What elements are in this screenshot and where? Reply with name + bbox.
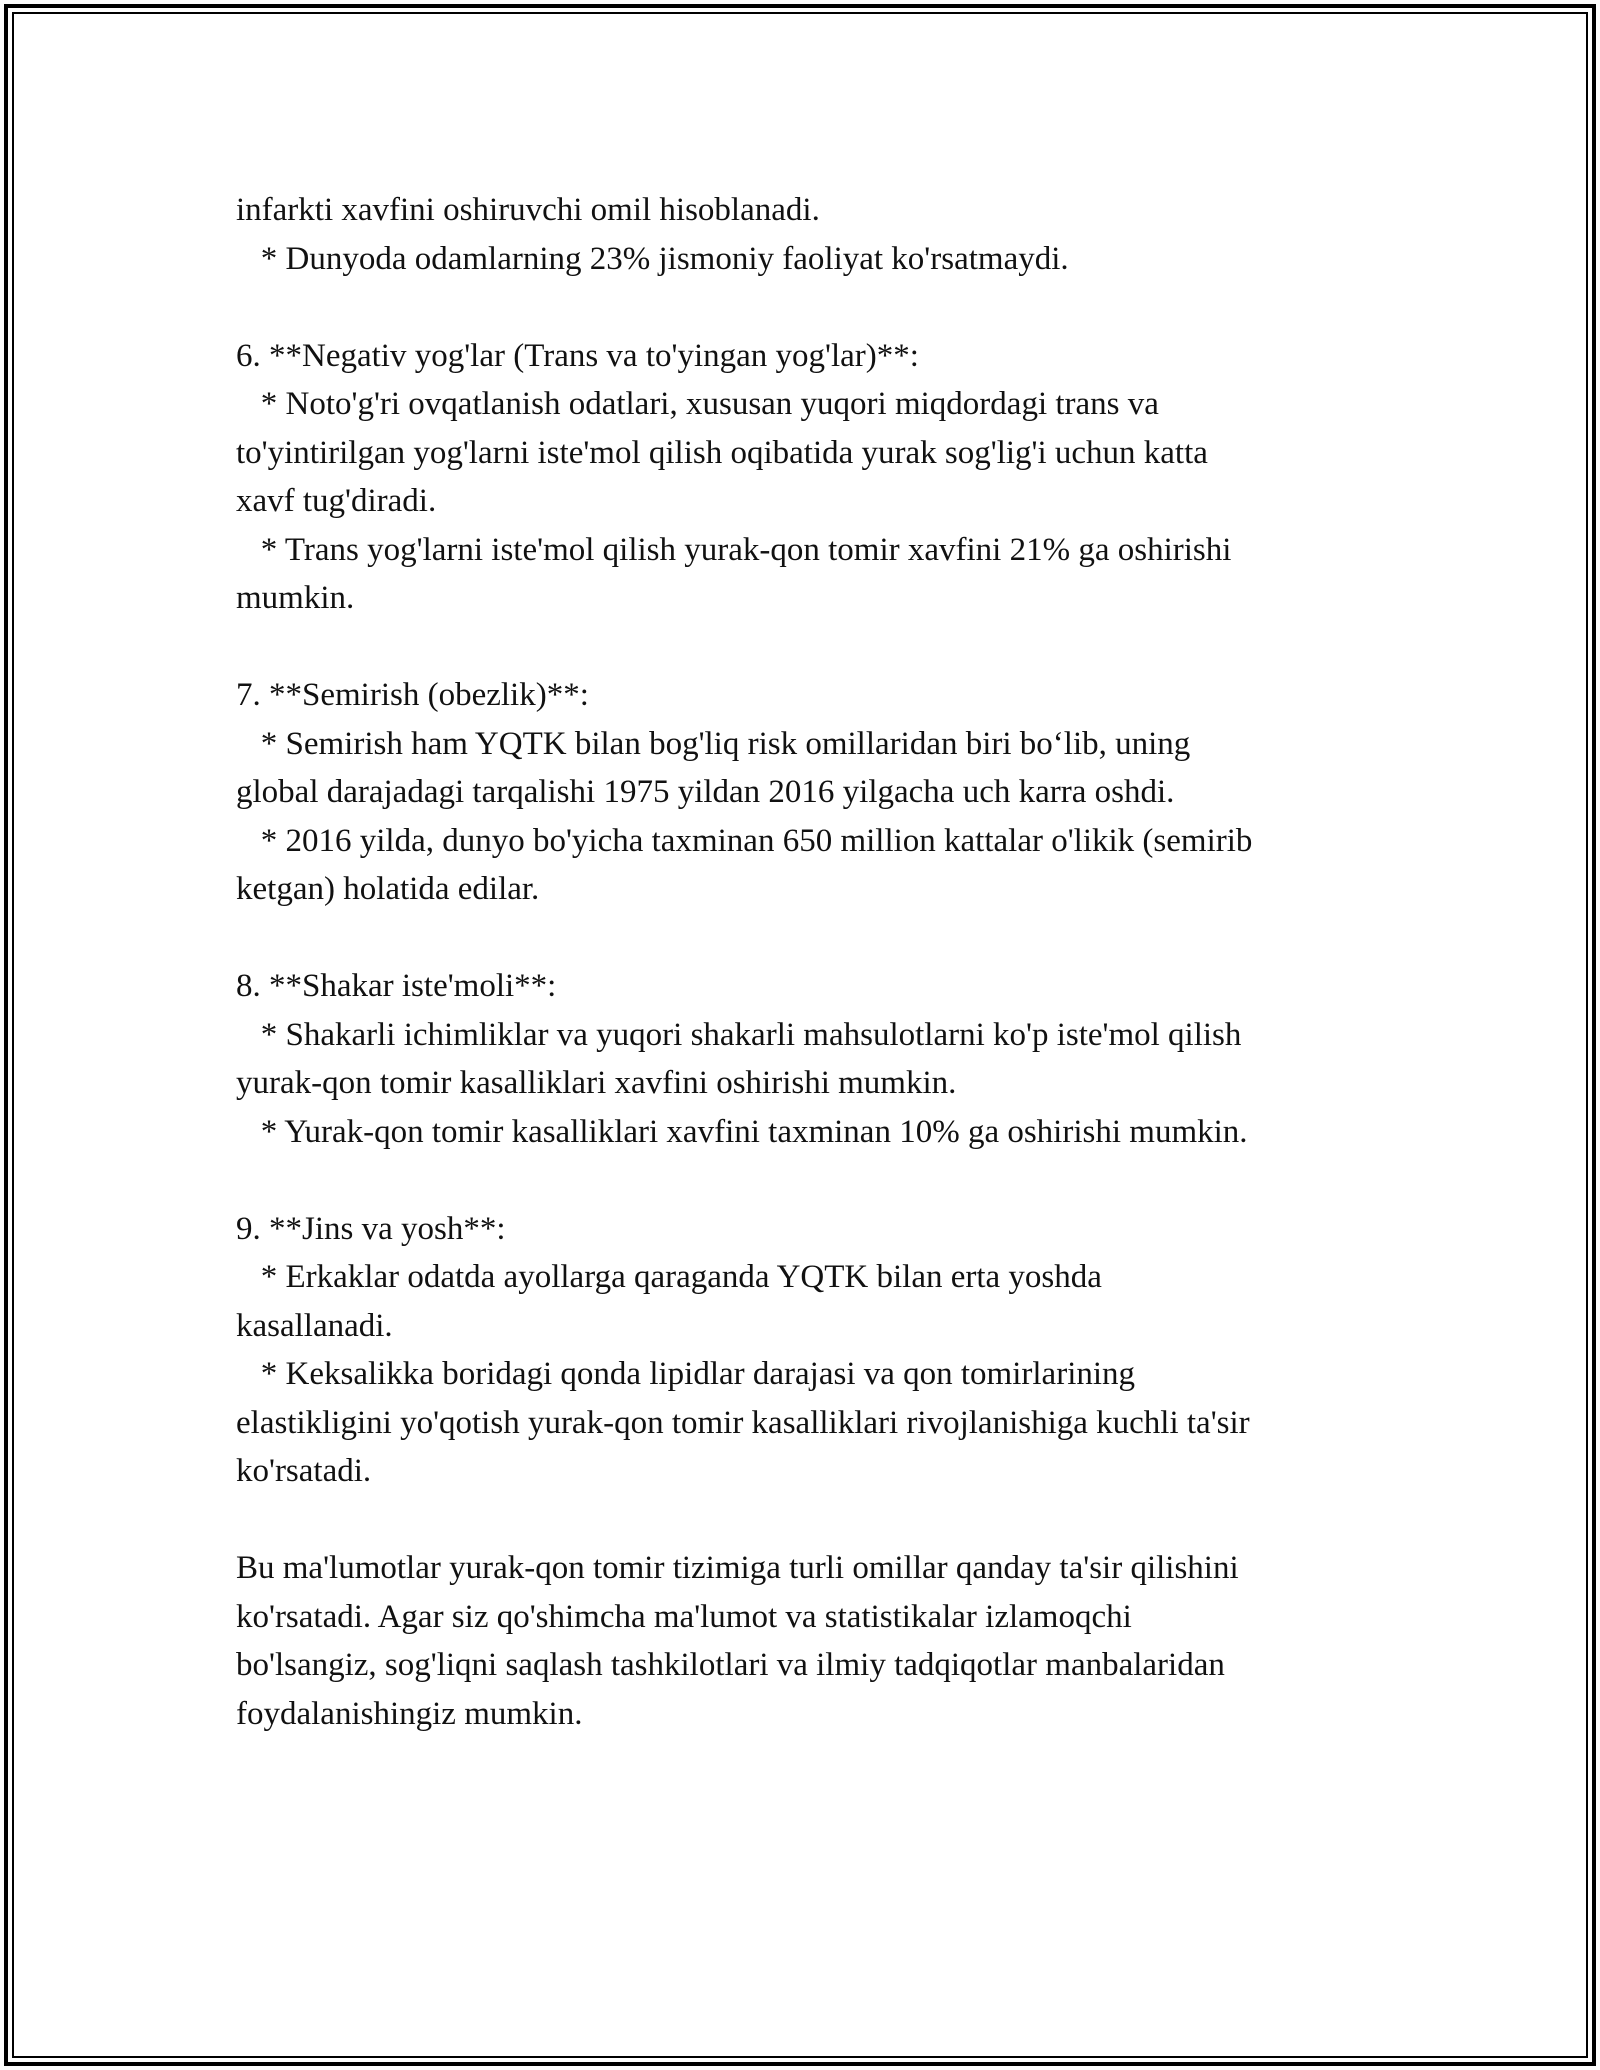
document-body — [236, 186, 1396, 1738]
text-line: * Keksalikka boridagi qonda lipidlar darajasi va qon tomirlarining — [236, 1356, 1136, 1392]
paragraph-gap — [236, 623, 1396, 672]
paragraph — [236, 671, 1396, 914]
text-line: * Semirish ham YQTK bilan bog'liq risk omillaridan biri bo‘lib, uning — [236, 725, 1191, 762]
text-line: infarkti xavfini oshiruvchi omil hisoblanadi. — [236, 192, 820, 228]
paragraph — [236, 962, 1396, 1156]
paragraph-gap — [236, 283, 1396, 332]
text-line: ko'rsatadi. — [236, 1453, 372, 1489]
text-line: * Shakarli ichimliklar va yuqori shakarli mahsulotlarni ko'p iste'mol qilish — [236, 1016, 1242, 1053]
text-line: 6. **Negativ yog'lar (Trans va to'yingan yog'lar)**: — [236, 337, 919, 374]
text-line: 9. **Jins va yosh**: — [236, 1210, 506, 1247]
text-line: * Erkaklar odatda ayollarga qaraganda YQTK bilan erta yoshda — [236, 1259, 1102, 1295]
text-line: * Noto'g'ri ovqatlanish odatlari, xususan yuqori miqdordagi trans va — [236, 386, 1159, 422]
paragraph — [236, 332, 1396, 623]
text-line: * Dunyoda odamlarning 23% jismoniy faoliyat ko'rsatmaydi. — [236, 240, 1069, 277]
text-line: 8. **Shakar iste'moli**: — [236, 968, 557, 1004]
paragraph — [236, 1205, 1396, 1496]
text-line: xavf tug'diradi. — [236, 483, 437, 519]
text-line: mumkin. — [236, 580, 355, 616]
text-line: kasallanadi. — [236, 1307, 393, 1344]
text-line: * Trans yog'larni iste'mol qilish yurak-qon tomir xavfini 21% ga oshirishi — [236, 531, 1232, 568]
text-line: to'yintirilgan yog'larni iste'mol qilish oqibatida yurak sog'lig'i uchun katta — [236, 434, 1208, 471]
text-line: ko'rsatadi. Agar siz qo'shimcha ma'lumot va statistikalar izlamoqchi — [236, 1598, 1132, 1635]
text-line: * 2016 yilda, dunyo bo'yicha taxminan 650 million kattalar o'likik (semirib — [236, 822, 1253, 859]
text-line: * Yurak-qon tomir kasalliklari xavfini taxminan 10% ga oshirishi mumkin. — [236, 1113, 1248, 1150]
paragraph — [236, 186, 1396, 283]
text-line: global darajadagi tarqalishi 1975 yildan 2016 yilgacha uch karra oshdi. — [236, 774, 1175, 810]
text-line: yurak-qon tomir kasalliklari xavfini oshirishi mumkin. — [236, 1065, 957, 1101]
paragraph — [236, 1544, 1396, 1738]
paragraph-gap — [236, 1156, 1396, 1205]
paragraph-gap — [236, 1496, 1396, 1545]
text-line: Bu ma'lumotlar yurak-qon tomir tizimiga turli omillar qanday ta'sir qilishini — [236, 1550, 1239, 1586]
text-line: ketgan) holatida edilar. — [236, 871, 540, 907]
text-line: foydalanishingiz mumkin. — [236, 1695, 583, 1732]
text-line: 7. **Semirish (obezlik)**: — [236, 677, 589, 713]
paragraph-gap — [236, 914, 1396, 963]
text-line: bo'lsangiz, sog'liqni saqlash tashkilotlari va ilmiy tadqiqotlar manbalaridan — [236, 1647, 1225, 1683]
text-line: elastikligini yo'qotish yurak-qon tomir kasalliklari rivojlanishiga kuchli ta'sir — [236, 1404, 1250, 1441]
